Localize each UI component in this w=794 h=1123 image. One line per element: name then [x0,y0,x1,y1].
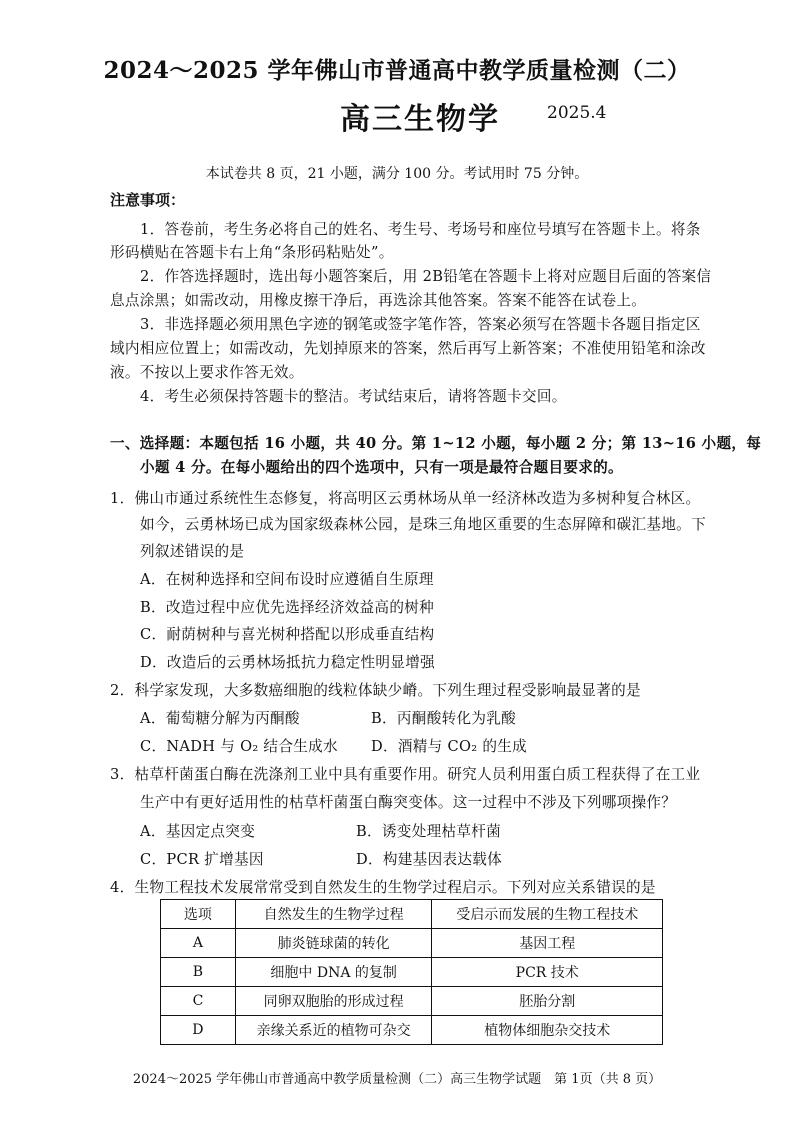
q2-option-d: D．酒精与 CO₂ 的生成 [371,738,528,755]
table-header-cell: 受启示而发展的生物工程技术 [432,900,663,929]
q2-option-b: B．丙酮酸转化为乳酸 [371,710,517,727]
table-cell: 同卵双胞胎的形成过程 [235,987,432,1016]
q1-stem: 列叙述错误的是 [140,543,245,560]
q2-option-a: A．葡萄糖分解为丙酮酸 [140,710,300,727]
table-cell: 胚胎分割 [432,987,663,1016]
exam-date: 2025.4 [547,103,607,123]
table-header-cell: 选项 [161,900,236,929]
q1-option-d: D．改造后的云勇林场抵抗力稳定性明显增强 [140,654,435,671]
q3-option-c: C．PCR 扩增基因 [140,851,264,868]
table-cell: 细胞中 DNA 的复制 [235,958,432,987]
notice-line: 形码横贴在答题卡右上角“条形码粘贴处”。 [110,244,394,261]
notice-line: 4．考生必须保持答题卡的整洁。考试结束后，请将答题卡交回。 [140,388,567,405]
section-heading-cont: 小题 4 分。在每小题给出的四个选项中，只有一项是最符合题目要求的。 [140,459,623,476]
notice-heading: 注意事项： [110,191,186,209]
q4-stem: 4．生物工程技术发展常常受到自然发生的生物学过程启示。下列对应关系错误的是 [110,879,656,896]
notice-line: 液。不按以上要求作答无效。 [110,364,304,381]
q1-stem: 1．佛山市通过系统性生态修复，将高明区云勇林场从单一经济林改造为多树种复合林区。 [110,490,701,507]
q2-option-c: C．NADH 与 O₂ 结合生成水 [140,738,338,755]
exam-title: 2024～2025 学年佛山市普通高中教学质量检测（二） [103,57,691,84]
table-cell: A [161,929,236,958]
q2-stem: 2．科学家发现，大多数癌细胞的线粒体缺少嵴。下列生理过程受影响最显著的是 [110,682,641,699]
table-row [161,1016,663,1045]
q3-option-b: B．诱变处理枯草杆菌 [356,823,502,840]
table-row [161,958,663,987]
table-cell: PCR 技术 [432,958,663,987]
subject-title: 高三生物学 [340,102,500,137]
table-row [161,987,663,1016]
table-cell: 植物体细胞杂交技术 [432,1016,663,1045]
q3-stem: 3．枯草杆菌蛋白酶在洗涤剂工业中具有重要作用。研究人员利用蛋白质工程获得了在工业 [110,766,701,783]
notice-line: 1．答卷前，考生务必将自己的姓名、考生号、考场号和座位号填写在答题卡上。将条 [140,221,701,238]
table-cell: C [161,987,236,1016]
q3-option-d: D．构建基因表达载体 [356,851,503,868]
q1-option-a: A．在树种选择和空间布设时应遵循自生原理 [140,571,434,588]
notice-line: 2．作答选择题时，选出每小题答案后，用 2B铅笔在答题卡上将对应题目后面的答案信 [140,268,712,285]
notice-line: 息点涂黑；如需改动，用橡皮擦干净后，再选涂其他答案。答案不能答在试卷上。 [110,292,647,309]
q3-option-a: A．基因定点突变 [140,823,256,840]
table-cell: D [161,1016,236,1045]
table-cell: 肺炎链球菌的转化 [235,929,432,958]
notice-line: 3．非选择题必须用黑色字迹的钢笔或签字笔作答，答案必须写在答题卡各题目指定区 [140,316,701,333]
table-header-row [161,900,663,929]
q3-stem: 生产中有更好适用性的枯草杆菌蛋白酶突变体。这一过程中不涉及下列哪项操作？ [140,794,677,811]
q1-stem: 如今，云勇林场已成为国家级森林公园，是珠三角地区重要的生态屏障和碳汇基地。下 [140,516,706,533]
page-footer: 2024～2025 学年佛山市普通高中教学质量检测（二）高三生物学试题 第 1页（共 8 页） [132,1072,662,1087]
notice-line: 域内相应位置上；如需改动，先划掉原来的答案，然后再写上新答案；不准使用铅笔和涂改 [110,340,706,357]
table-header-cell: 自然发生的生物学过程 [235,900,432,929]
table-cell: 基因工程 [432,929,663,958]
q1-option-b: B．改造过程中应优先选择经济效益高的树种 [140,599,435,616]
q4-table [160,899,663,1045]
exam-intro: 本试卷共 8 页，21 小题，满分 100 分。考试用时 75 分钟。 [205,166,589,182]
q1-option-c: C．耐荫树种与喜光树种搭配以形成垂直结构 [140,626,435,643]
table-cell: B [161,958,236,987]
table-cell: 亲缘关系近的植物可杂交 [235,1016,432,1045]
table-row [161,929,663,958]
section-heading: 一、选择题：本题包括 16 小题，共 40 分。第 1~12 小题，每小题 2 分；第 13~16 小题，每 [110,435,762,452]
